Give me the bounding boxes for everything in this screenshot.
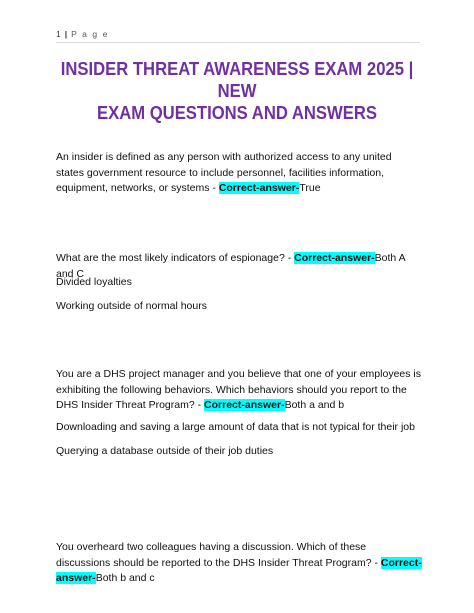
question-3 <box>56 367 422 414</box>
question-1 <box>56 150 422 197</box>
answer-label-highlight: Correct-answer- <box>294 252 375 264</box>
page-number: 1 <box>56 29 62 39</box>
header-separator: | <box>64 29 68 39</box>
question-3-text: You are a DHS project manager and you believe that one of your employees is exhibiting the following behaviors. Which behaviors should you report to the DHS Insider Threat Program? - <box>56 368 421 411</box>
question-2-option-1: Divided loyalties <box>56 276 132 288</box>
question-4 <box>56 540 422 587</box>
page-word: P a g e <box>71 29 110 39</box>
question-4-text: You overheard two colleagues having a discussion. Which of these discussions should be reported to the DHS Insider Threat Program? - <box>56 541 381 569</box>
title-line-1: INSIDER THREAT AWARENESS EXAM 2025 | NEW <box>60 58 414 101</box>
question-3-option-1: Downloading and saving a large amount of data that is not typical for their job <box>56 421 415 433</box>
question-2-text: What are the most likely indicators of espionage? - <box>56 252 295 264</box>
question-3-answer: Both a and b <box>284 399 345 411</box>
header-divider <box>56 42 420 43</box>
title-line-2: EXAM QUESTIONS AND ANSWERS <box>96 102 377 123</box>
question-3-option-2: Querying a database outside of their job duties <box>56 445 274 457</box>
answer-label-highlight: Correct-answer- <box>56 556 422 584</box>
document-title <box>60 58 415 124</box>
answer-label-highlight: Correct-answer- <box>204 399 285 411</box>
page-header <box>56 29 109 39</box>
question-1-text: An insider is defined as any person with authorized access to any united states government resource to include personnel, facilities information, equipment, networks, or systems - <box>56 151 392 194</box>
question-2-answer: Both A and C <box>56 252 406 280</box>
question-4-answer: Both b and c <box>95 572 155 584</box>
question-2-option-2: Working outside of normal hours <box>56 300 207 312</box>
question-1-answer: True <box>299 182 321 194</box>
answer-label-highlight: Correct-answer- <box>218 182 300 194</box>
